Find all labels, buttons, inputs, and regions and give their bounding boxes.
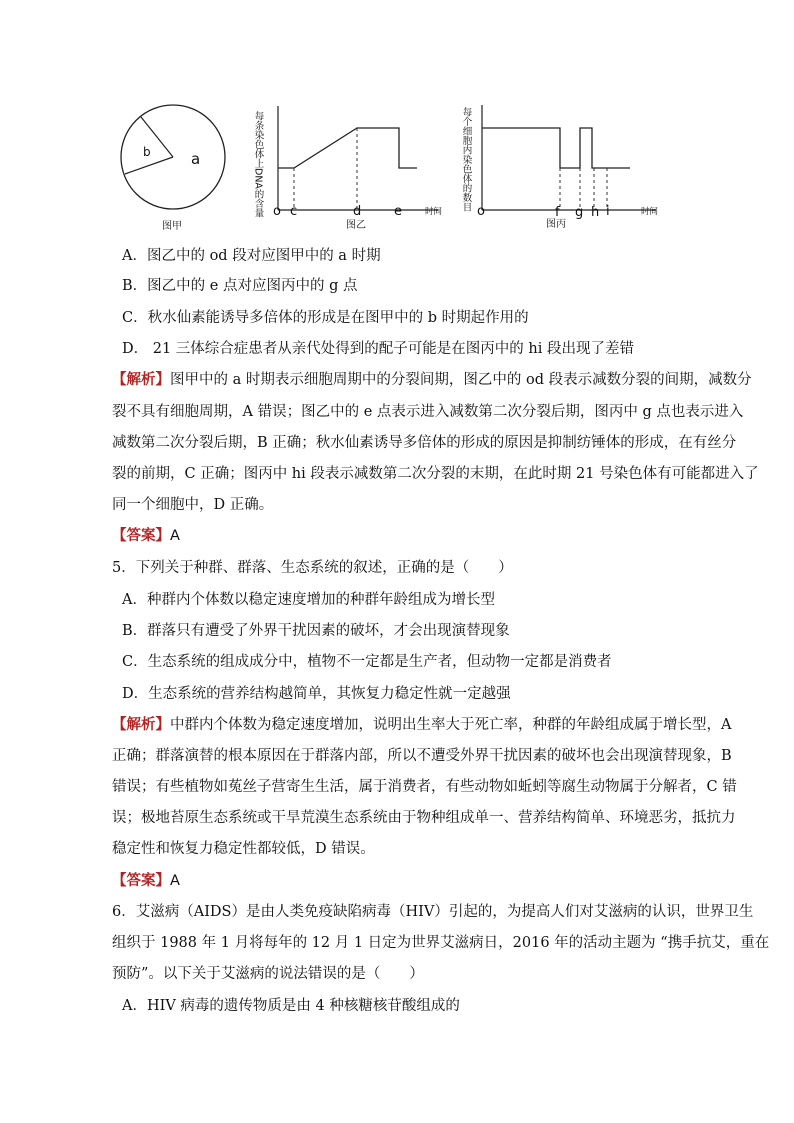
q6-stem-line-2: 组织于 1988 年 1 月将每年的 12 月 1 日定为世界艾滋病日，2016 年的活动主题为 “携手抗艾，重在: [112, 935, 770, 951]
q4-option-b: B．图乙中的 e 点对应图丙中的 g 点: [122, 278, 358, 294]
q5-analysis-line-4: 误；极地苔原生态系统或干旱荒漠生态系统由于物种组成单一、营养结构简单、环境恶劣，抵抗力: [112, 810, 736, 826]
caption-yi: 图乙: [346, 220, 366, 231]
bing-tick-f: f: [555, 205, 560, 220]
bing-xlabel: 时间: [641, 207, 659, 217]
q4-answer: [112, 526, 794, 546]
q4-answer-tag: 【答案】: [112, 527, 170, 544]
q5-option-a: A．种群内个体数以稳定速度增加的种群年龄组成为增长型: [122, 592, 495, 608]
q4-option-c: C．秋水仙素能诱导多倍体的形成是在图甲中的 b 时期起作用的: [122, 310, 529, 326]
yi-xlabel: 时间: [425, 207, 443, 217]
yi-curve: [278, 128, 417, 168]
q5-answer-tag: 【答案】: [112, 872, 170, 889]
yi-tick-d: d: [353, 204, 362, 219]
sector-line-2: [125, 157, 173, 174]
q4-analysis-tag: 【解析】: [112, 371, 170, 388]
label-a: a: [191, 150, 201, 168]
q5-analysis-line-3: 错误；有些植物如菟丝子营寄生生活，属于消费者，有些动物如蚯蚓等腐生动物属于分解者，C 错: [112, 779, 737, 795]
yi-tick-c: c: [290, 204, 298, 219]
figures-row: [110, 100, 670, 240]
q5-answer: [112, 871, 794, 891]
q4-option-a: A．图乙中的 od 段对应图甲中的 a 时期: [122, 248, 381, 264]
q5-analysis-line-5: 稳定性和恢复力稳定性都较低，D 错误。: [112, 841, 375, 857]
q5-stem: 5．下列关于种群、群落、生态系统的叙述，正确的是（ ）: [112, 560, 513, 576]
q4-analysis-line-4: 裂的前期，C 正确；图丙中 hi 段表示减数第二次分裂的末期，在此时期 21 号染色体有可能都进入了: [112, 466, 759, 482]
figure-yi: [253, 106, 443, 231]
bing-origin: o: [477, 204, 485, 219]
q5-analysis-line-2: 正确；群落演替的根本原因在于群落内部，所以不遭受外界干扰因素的破坏也会出现演替现象，B: [112, 748, 732, 764]
yi-tick-e: e: [394, 204, 402, 219]
figure-bing: [461, 105, 659, 230]
yi-origin: o: [273, 204, 281, 219]
bing-ylabel: 每个细胞内染色体的数目: [460, 107, 472, 212]
figures-svg: [110, 100, 670, 240]
q6-stem-line-1: 6．艾滋病（AIDS）是由人类免疫缺陷病毒（HIV）引起的，为提高人们对艾滋病的认识，世界卫生: [112, 904, 754, 920]
q5-option-d: D．生态系统的营养结构越简单，其恢复力稳定性就一定越强: [122, 686, 511, 702]
label-b: b: [143, 145, 151, 159]
bing-tick-i: i: [606, 204, 610, 219]
q6-stem-line-3: 预防”。以下关于艾滋病的说法错误的是（ ）: [112, 966, 424, 982]
q4-analysis-line-5: 同一个细胞中，D 正确。: [112, 497, 274, 513]
q4-analysis-line-2: 裂不具有细胞周期，A 错误；图乙中的 e 点表示进入减数第二次分裂后期，图丙中 g 点也表示进入: [112, 404, 744, 420]
q6-option-a: A．HIV 病毒的遗传物质是由 4 种核糖核苷酸组成的: [122, 998, 460, 1014]
bing-tick-h: h: [591, 205, 600, 220]
bing-tick-g: g: [575, 205, 584, 220]
q5-analysis-tag: 【解析】: [112, 716, 170, 733]
q5-answer-value: A: [170, 873, 180, 889]
q5-option-c: C．生态系统的组成成分中，植物不一定都是生产者，但动物一定都是消费者: [122, 654, 612, 670]
q5-analysis-line-1: 【解析】中群内个体数为稳定速度增加，说明出生率大于死亡率，种群的年龄组成属于增长型，A: [112, 716, 732, 733]
figure-jia: [121, 105, 225, 232]
q4-option-d: D． 21 三体综合症患者从亲代处得到的配子可能是在图丙中的 hi 段出现了差错: [122, 341, 634, 357]
caption-bing: 图丙: [546, 219, 566, 230]
q4-analysis-line-1: 【解析】图甲中的 a 时期表示细胞周期中的分裂间期，图乙中的 od 段表示减数分裂的间期，减数分: [112, 371, 752, 388]
q4-analysis-line-3: 减数第二次分裂后期，B 正确；秋水仙素诱导多倍体的形成的原因是抑制纺锤体的形成，在有丝分: [112, 435, 737, 451]
q5-option-b: B．群落只有遭受了外界干扰因素的破坏，才会出现演替现象: [122, 623, 510, 639]
bing-curve: [482, 128, 630, 168]
q4-answer-value: A: [170, 528, 180, 544]
yi-ylabel: 每条染色体上DNA的含量: [252, 111, 264, 218]
caption-jia: 图甲: [162, 221, 182, 232]
